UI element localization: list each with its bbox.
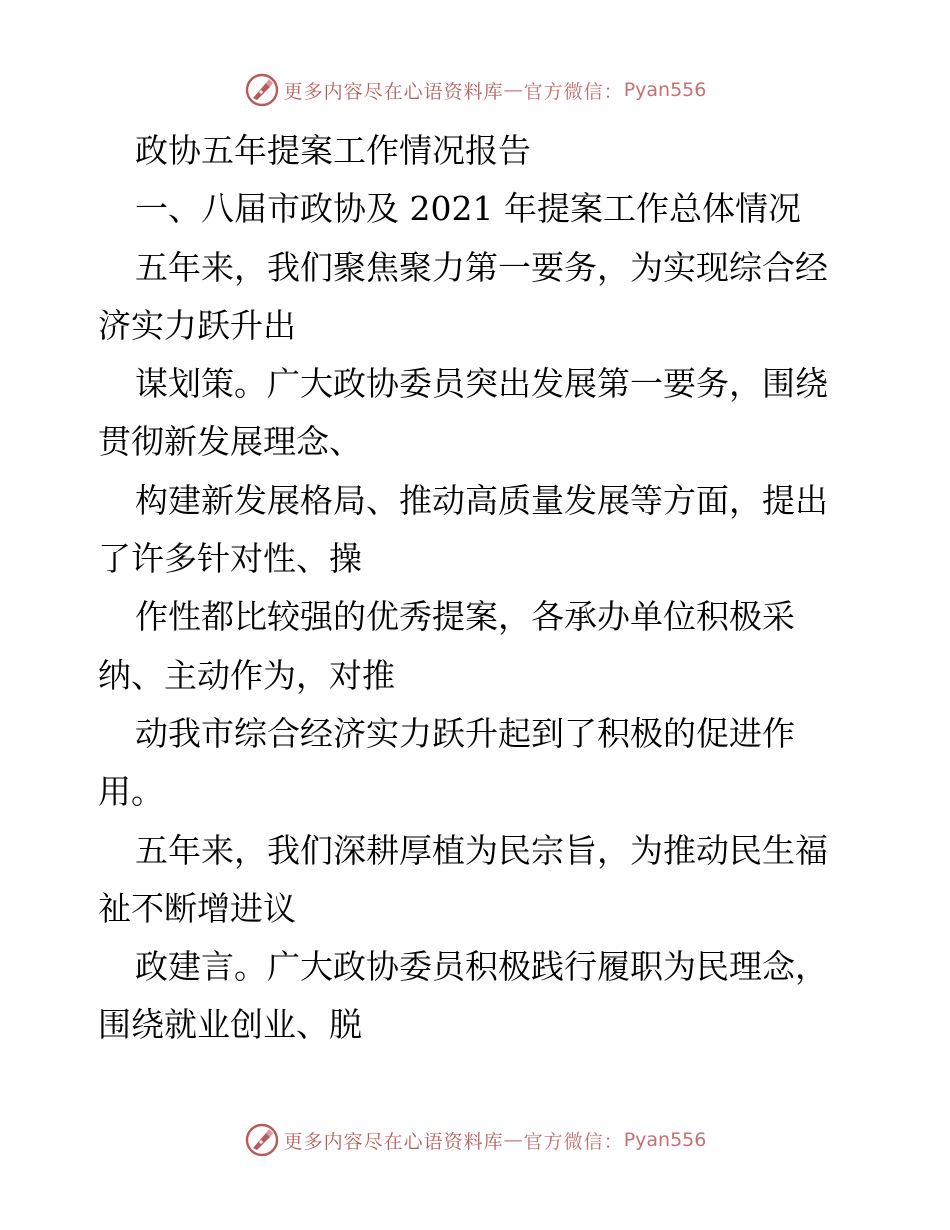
paragraph-line: 作性都比较强的优秀提案，各承办单位积极采 <box>135 597 795 637</box>
paragraph-line: 政建言。广大政协委员积极践行履职为民理念， <box>135 947 828 987</box>
paragraph-line: 用。 <box>98 772 164 812</box>
footer-watermark <box>0 1118 950 1162</box>
watermark-main-text: 更多内容尽在心语资料库 <box>283 80 504 103</box>
document-title: 政协五年提案工作情况报告 <box>135 131 531 170</box>
watermark-official-label: 官方微信： <box>523 80 624 103</box>
header-watermark <box>0 68 950 112</box>
fountain-pen-logo-icon <box>244 72 280 108</box>
watermark-official-label: 官方微信： <box>523 1130 624 1153</box>
paragraph-line: 构建新发展格局、推动高质量发展等方面，提出 <box>135 480 828 520</box>
paragraph-line: 谋划策。广大政协委员突出发展第一要务，围绕 <box>135 364 828 404</box>
paragraph-line: 了许多针对性、操 <box>98 539 362 579</box>
watermark-wechat-id: Pyan556 <box>623 79 707 101</box>
paragraph-line: 贯彻新发展理念、 <box>98 422 362 462</box>
paragraph-line: 五年来，我们聚焦聚力第一要务，为实现综合经 <box>135 247 828 287</box>
document-body <box>98 122 854 1055</box>
watermark-main-text: 更多内容尽在心语资料库 <box>283 1130 504 1153</box>
paragraph-line: 祉不断增进议 <box>98 888 296 928</box>
paragraph-line: 济实力跃升出 <box>98 305 296 345</box>
paragraph-line: 动我市综合经济实力跃升起到了积极的促进作 <box>135 713 795 753</box>
watermark-dash: — <box>503 1129 524 1151</box>
fountain-pen-logo-icon <box>244 1122 280 1158</box>
watermark-wechat-id: Pyan556 <box>623 1129 707 1151</box>
section-heading: 一、八届市政协及 2021 年提案工作总体情况 <box>135 189 801 229</box>
paragraph-line: 五年来，我们深耕厚植为民宗旨，为推动民生福 <box>135 830 828 870</box>
paragraph-line: 围绕就业创业、脱 <box>98 1005 362 1045</box>
paragraph-line: 纳、主动作为，对推 <box>98 655 395 695</box>
watermark-dash: — <box>503 79 524 101</box>
